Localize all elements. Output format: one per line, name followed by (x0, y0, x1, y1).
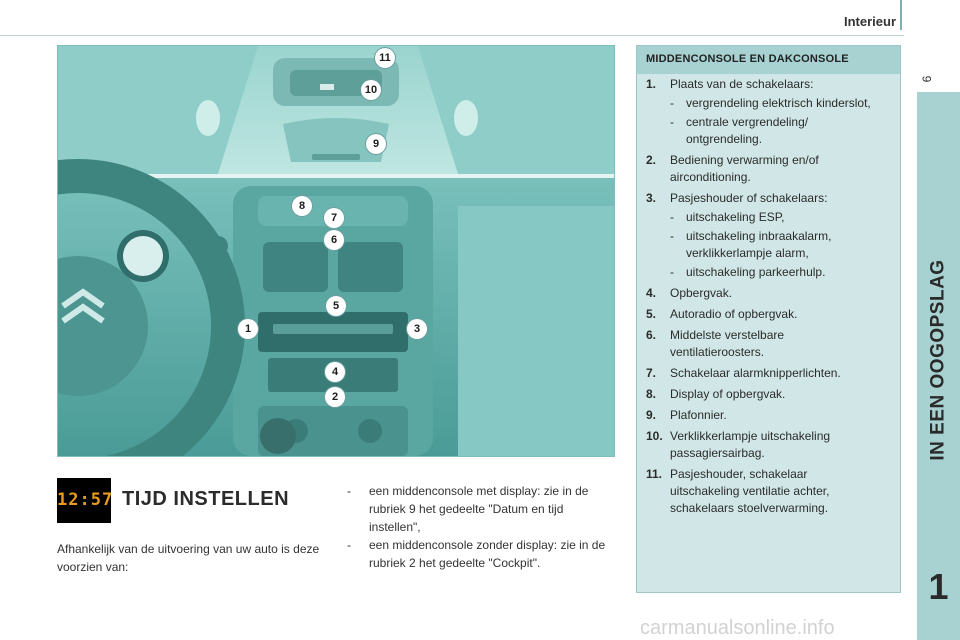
console-legend-title: MIDDENCONSOLE EN DAKCONSOLE (646, 53, 849, 65)
legend-item-number: 11. (646, 467, 663, 481)
svg-text:carmanualsonline.info: carmanualsonline.info (640, 617, 835, 639)
legend-item-number: 6. (646, 328, 657, 342)
time-section-intro: Afhankelijk van de uitvoering van uw auto is deze voorzien van: (57, 542, 320, 574)
legend-item-text: airconditioning. (670, 170, 751, 184)
legend-item-number: 1. (646, 77, 657, 91)
legend-item-text: Schakelaar alarmknipperlichten. (670, 366, 841, 380)
chapter-number: 1 (928, 566, 949, 607)
legend-sub-dash: - (670, 115, 674, 129)
callout-8: 8 (292, 196, 312, 216)
callout-11: 11 (375, 48, 395, 68)
legend-item-text: Plafonnier. (670, 408, 727, 422)
legend-sub-text: centrale vergrendeling/ (686, 115, 809, 129)
legend-item-text: Middelste verstelbare (670, 328, 785, 342)
legend-sub-dash: - (670, 96, 674, 110)
callout-9: 9 (366, 134, 386, 154)
header-accent-line (900, 0, 902, 30)
legend-sub-text: verklikkerlampje alarm, (686, 246, 809, 260)
callout-1: 1 (238, 319, 258, 339)
legend-sub-dash: - (670, 265, 674, 279)
legend-item-number: 9. (646, 408, 657, 422)
clock-digits: 12:57 (57, 490, 114, 510)
time-option-item: - een middenconsole met display: zie in de rubriek 9 het gedeelte "Datum en tijd instellen", (347, 484, 589, 534)
legend-item-text: uitschakeling ventilatie achter, (670, 484, 830, 498)
legend-item-text: passagiersairbag. (670, 446, 765, 460)
legend-sub-text: uitschakeling inbraakalarm, (686, 229, 832, 243)
legend-item-number: 2. (646, 153, 657, 167)
legend-item-text: Plaats van de schakelaars: (670, 77, 814, 91)
legend-item-number: 5. (646, 307, 657, 321)
watermark-logo (640, 614, 920, 640)
header-divider (0, 35, 904, 36)
legend-item-number: 10. (646, 429, 663, 443)
legend-item-number: 7. (646, 366, 657, 380)
time-option-item: - een middenconsole zonder display: zie in de rubriek 2 het gedeelte "Cockpit". (347, 538, 606, 570)
legend-item-text: Autoradio of opbergvak. (670, 307, 798, 321)
legend-sub-text: uitschakeling parkeerhulp. (686, 265, 826, 279)
legend-sub-text: ontgrendeling. (686, 132, 763, 146)
legend-sub-dash: - (670, 210, 674, 224)
legend-item-text: Verklikkerlampje uitschakeling (670, 429, 831, 443)
callout-5: 5 (326, 296, 346, 316)
callout-2: 2 (325, 387, 345, 407)
legend-item-text: Opbergvak. (670, 286, 733, 300)
legend-item-number: 3. (646, 191, 657, 205)
legend-item-number: 4. (646, 286, 657, 300)
section-title: Interieur (843, 14, 896, 29)
legend-item-text: Pasjeshouder of schakelaars: (670, 191, 828, 205)
legend-item-text: Display of opbergvak. (670, 387, 786, 401)
legend-item-text: ventilatieroosters. (670, 345, 765, 359)
legend-item-number: 8. (646, 387, 657, 401)
legend-sub-dash: - (670, 229, 674, 243)
legend-item-text: Bediening verwarming en/of (670, 153, 819, 167)
legend-item-text: schakelaars stoelverwarming. (670, 501, 829, 515)
callout-3: 3 (407, 319, 427, 339)
callout-7: 7 (324, 208, 344, 228)
clock-display-icon (57, 478, 114, 523)
page-number: 9 (919, 75, 934, 83)
dashboard-photo (57, 45, 615, 457)
callout-4: 4 (325, 362, 345, 382)
legend-item-text: Pasjeshouder, schakelaar (670, 467, 808, 481)
chapter-tab-title: IN EEN OOGOPSLAG (927, 259, 949, 461)
legend-sub-text: uitschakeling ESP, (686, 210, 785, 224)
callout-6: 6 (324, 230, 344, 250)
legend-sub-text: vergrendeling elektrisch kinderslot, (686, 96, 871, 110)
callout-10: 10 (361, 80, 381, 100)
time-section-title: TIJD INSTELLEN (122, 488, 290, 510)
